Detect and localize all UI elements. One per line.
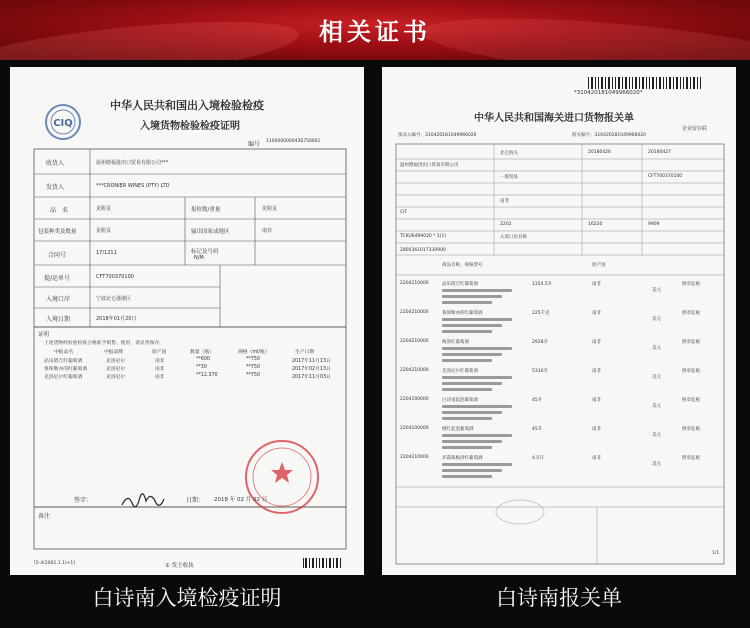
- cert-number-label: 编号: [248, 141, 261, 148]
- goods-qty: 45升: [532, 398, 543, 403]
- goods-origin: 南非: [592, 456, 601, 461]
- goods-origin: 南非: [592, 282, 601, 287]
- fine-print-line: [442, 318, 512, 321]
- corner-label: 企业留存联: [682, 126, 708, 132]
- table-cell: **750: [246, 373, 260, 378]
- net-weight: 9909: [648, 222, 660, 227]
- trade-terms: CIF: [400, 210, 408, 215]
- package-qty: 2202: [500, 222, 512, 227]
- row-label-consignee: 收货人: [46, 160, 65, 167]
- goods-qty: 5310升: [532, 369, 548, 374]
- footer-form-code: [5-4(2001.1.1)+1]: [34, 561, 76, 566]
- goods-name: 品乐塔吉红葡萄酒: [442, 282, 478, 287]
- goods-code: 2204210000: [400, 368, 429, 373]
- currency-cell: 美元: [652, 375, 661, 380]
- table-cell: 2017年11月13日: [292, 359, 331, 364]
- fine-print-line: [442, 388, 492, 391]
- table-cell: 南非: [155, 375, 165, 380]
- fine-print-line: [442, 324, 502, 327]
- row-value-contract: 17/1211: [96, 250, 117, 256]
- currency-cell: 美元: [652, 346, 661, 351]
- row-value-port: 宁波北仑港港区: [96, 296, 132, 302]
- currency-cell: 美元: [652, 288, 661, 293]
- currency-cell: 美元: [652, 462, 661, 467]
- row-label-product: 品 名: [50, 207, 69, 214]
- col-header: 中报品名: [54, 350, 74, 355]
- port-entry-name: 入境口岸名称: [500, 235, 527, 240]
- goods-name: 桃红起泡葡萄酒: [442, 427, 474, 432]
- trade-company: 温州德福进出口贸易有限公司: [400, 163, 459, 168]
- date-value: 2018 年 02 月 02 日: [214, 497, 268, 503]
- fine-print-line: [442, 359, 492, 362]
- table-cell: **750: [246, 365, 260, 370]
- row-label-quantity: 报检数/重量: [191, 207, 221, 213]
- fine-print-line: [442, 301, 492, 304]
- col-header: 数量（瓶）: [190, 350, 214, 355]
- col-header: 中报品牌: [104, 350, 124, 355]
- table-cell: **600: [196, 357, 210, 362]
- goods-code: 2204210000: [400, 281, 429, 286]
- row-value-consignor: ***CRONIER WINES (PTY) LTD: [96, 183, 170, 189]
- inspection-certificate-image: [10, 67, 364, 575]
- table-cell: 2017年02月13日: [292, 367, 331, 372]
- tax-mode-cell: 照章征税: [682, 427, 700, 432]
- goods-origin: 南非: [592, 427, 601, 432]
- row-label-bill: 提/运单号: [44, 275, 71, 282]
- row-label-date: 入境日期: [46, 316, 71, 323]
- pre-entry-number: 预录入编号：310420181049966020: [398, 133, 477, 138]
- tax-mode-cell: 照章征税: [682, 398, 700, 403]
- signature-scribble: [122, 494, 164, 507]
- entry-port: 北仑海关: [500, 151, 518, 156]
- fine-print-line: [442, 463, 512, 466]
- table-cell: 克洛尼尔: [106, 375, 126, 380]
- table-cell: 南非: [155, 367, 165, 372]
- table-cell: **750: [246, 357, 260, 362]
- fine-print-line: [442, 475, 492, 478]
- origin-country: 南非: [500, 199, 509, 204]
- table-cell: **30: [196, 365, 207, 370]
- cert-org-title: 中华人民共和国出入境检验检疫: [110, 99, 264, 112]
- table-cell: 克洛尼尔: [106, 367, 126, 372]
- row-label-port: 入境口岸: [46, 296, 71, 303]
- row-label-marks: 标记及号码: [191, 249, 219, 255]
- goods-name: 鲁保勒亦的红葡萄酒: [442, 311, 483, 316]
- trade-mode: 一般贸易: [500, 175, 518, 180]
- declare-date: 20180427: [648, 150, 671, 155]
- page-number: 1/1: [712, 551, 720, 556]
- table-cell: 品乐塔吉红葡萄酒: [44, 359, 83, 364]
- row-value-quantity: 见附页: [262, 206, 278, 212]
- cert-label: 证明: [38, 332, 50, 338]
- currency-cell: 美元: [652, 317, 661, 322]
- cert-doc-title: 入境货物检验检疫证明: [140, 121, 240, 132]
- currency-cell: 美元: [652, 433, 661, 438]
- goods-name: 白诗南起泡葡萄酒: [442, 398, 478, 403]
- goods-origin: 南非: [592, 398, 601, 403]
- tax-mode-cell: 照章征税: [682, 311, 700, 316]
- fine-print-line: [442, 411, 502, 414]
- table-cell: 2017年11月03日: [292, 375, 331, 380]
- col-header: 规格（ml/瓶）: [238, 350, 270, 355]
- goods-code: 2204210000: [400, 455, 429, 460]
- goods-origin: 南非: [592, 340, 601, 345]
- table-cell: 克洛尼尔红葡萄酒: [44, 375, 83, 380]
- date-label: 日期：: [186, 497, 205, 504]
- header-banner: [0, 0, 750, 60]
- table-cell: 克洛尼尔: [106, 359, 126, 364]
- goods-qty: 1354.5升: [532, 282, 553, 287]
- goods-code: 2204100000: [400, 397, 429, 402]
- ciq-logo-icon: [46, 105, 80, 139]
- table-cell: **12,370: [196, 373, 218, 378]
- fine-print-line: [442, 330, 492, 333]
- goods-name: 赤霞珠梅洛红葡萄酒: [442, 456, 483, 461]
- customs-declaration-image: [382, 67, 736, 575]
- customs-number: 海关编号：310420181049966020: [572, 133, 647, 138]
- goods-name: 梅洛红葡萄酒: [442, 340, 469, 345]
- fine-print-line: [442, 469, 502, 472]
- marks-number: 2800361017330900: [400, 248, 446, 253]
- row-value-product: 见附页: [96, 206, 112, 212]
- bill-number: CFT700370100: [648, 174, 683, 179]
- fine-print-line: [442, 405, 512, 408]
- row-value-marks: N/M: [194, 255, 204, 261]
- origin-header: 原产国: [592, 263, 606, 268]
- banner-title: 相关证书: [319, 18, 431, 46]
- row-label-consignor: 发货人: [46, 184, 65, 191]
- col-header: 生产日期: [295, 350, 315, 355]
- remark-label: 备注: [38, 513, 51, 520]
- goods-name: 克洛尼尔红葡萄酒: [442, 369, 478, 374]
- row-value-bill: CFT700370100: [96, 274, 134, 280]
- col-header: 原产国: [152, 350, 167, 355]
- goods-qty: 2928升: [532, 340, 548, 345]
- fine-print-line: [442, 440, 502, 443]
- footer-barcode: [303, 558, 341, 568]
- fine-print-line: [442, 295, 502, 298]
- row-value-consignee: 温州德福进出口贸易有限公司***: [96, 160, 169, 166]
- container-number: TCKU6499020 * 1(1): [400, 234, 447, 239]
- table-cell: 鲁保勒亦的红葡萄酒: [44, 367, 88, 372]
- goods-code: 2204100000: [400, 426, 429, 431]
- fine-print-line: [442, 446, 492, 449]
- customs-stamp: [496, 500, 544, 524]
- fine-print-line: [442, 417, 492, 420]
- tax-mode-cell: 照章征税: [682, 282, 700, 287]
- fine-print-line: [442, 289, 512, 292]
- caption-left: 白诗南入境检疫证明: [92, 586, 282, 610]
- barcode-text: *310420181049966020*: [574, 90, 643, 96]
- row-value-date: 2018年01月20日: [96, 316, 137, 322]
- fine-print-line: [442, 382, 502, 385]
- footer-holder-note: ① 货主收执: [165, 563, 194, 569]
- table-cell: 南非: [155, 359, 165, 364]
- tax-mode-cell: 照章征税: [682, 340, 700, 345]
- import-date: 20180426: [588, 150, 611, 155]
- goods-code: 2204210000: [400, 339, 429, 344]
- cert-text: 上述货物经检验检疫合格准予销售、使用，请妥善保存。: [44, 341, 164, 346]
- currency-cell: 美元: [652, 404, 661, 409]
- row-label-contract: 合同号: [48, 252, 67, 259]
- gross-weight: 16220: [588, 222, 603, 227]
- goods-qty: 4.5升: [532, 456, 544, 461]
- row-label-package: 包装种类及数量: [38, 229, 77, 235]
- goods-header: 商品名称、规格型号: [442, 263, 483, 268]
- row-value-export-country: 南非: [262, 228, 273, 234]
- cert-number-value: 1100000000436750001: [266, 139, 321, 144]
- goods-qty: 45升: [532, 427, 543, 432]
- row-value-package: 见附页: [96, 228, 112, 234]
- tax-mode-cell: 照章征税: [682, 369, 700, 374]
- goods-qty: 225千克: [532, 311, 550, 316]
- fine-print-line: [442, 376, 512, 379]
- goods-code: 2204210000: [400, 310, 429, 315]
- caption-right: 白诗南报关单: [496, 586, 622, 610]
- sign-label: 签字：: [74, 497, 93, 504]
- fine-print-line: [442, 353, 502, 356]
- top-barcode: [588, 77, 701, 89]
- tax-mode-cell: 照章征税: [682, 456, 700, 461]
- svg-text:CIQ: CIQ: [53, 118, 73, 129]
- fine-print-line: [442, 347, 512, 350]
- fine-print-line: [442, 434, 512, 437]
- declaration-frame: [382, 67, 736, 575]
- declaration-title: 中华人民共和国海关进口货物报关单: [474, 113, 634, 124]
- goods-origin: 南非: [592, 369, 601, 374]
- row-label-export-country: 输出国家或地区: [191, 229, 230, 235]
- goods-origin: 南非: [592, 311, 601, 316]
